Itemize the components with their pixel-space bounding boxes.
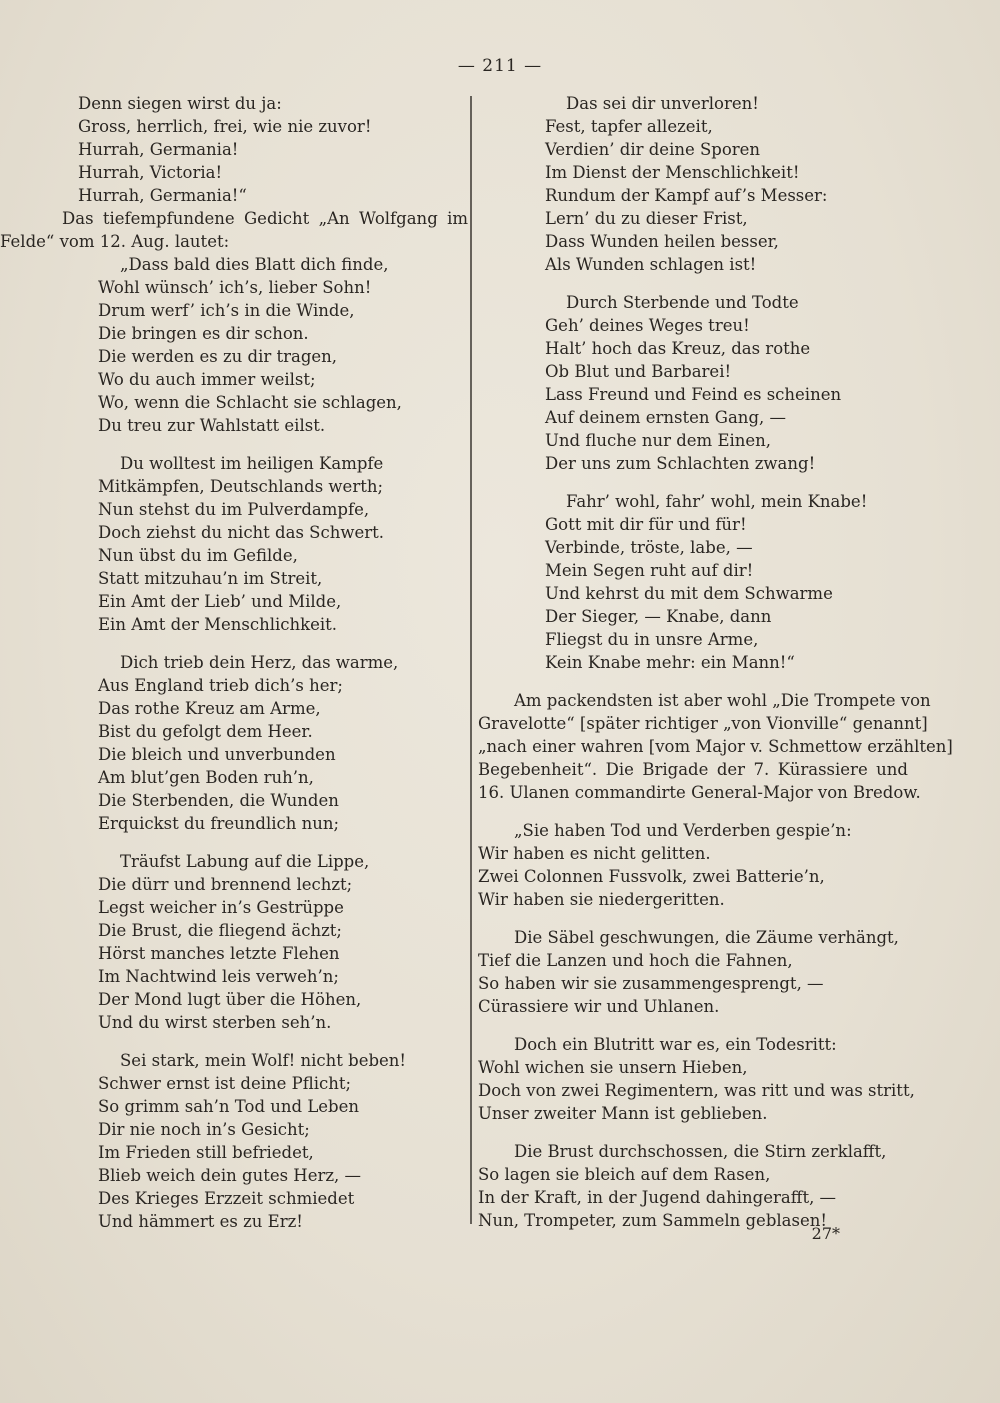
stanza-6 xyxy=(478,92,908,276)
verse-line: Du treu zur Wahlstatt eilst. xyxy=(98,416,326,435)
stanza-2 xyxy=(0,452,468,636)
prose-paragraph xyxy=(478,689,953,804)
prose-line: Das tiefempfundene Gedicht „An Wolfgang im xyxy=(62,209,468,228)
left-column xyxy=(0,92,468,1233)
verse-line: Im Frieden still befriedet, xyxy=(98,1143,314,1162)
verse-line: Lern’ du zu dieser Frist, xyxy=(545,209,748,228)
verse-line: Legst weicher in’s Gestrüppe xyxy=(98,898,344,917)
verse-line: Sei stark, mein Wolf! nicht beben! xyxy=(120,1051,407,1070)
verse-line: Der uns zum Schlachten zwang! xyxy=(545,454,816,473)
verse-line: Und fluche nur dem Einen, xyxy=(545,431,772,450)
prose-line: Am packendsten ist aber wohl „Die Trompete von xyxy=(514,691,931,710)
verse-line: Rundum der Kampf auf’s Messer: xyxy=(545,186,828,205)
verse-line: Der Sieger, — Knabe, dann xyxy=(545,607,772,626)
verse-line: Am blut’gen Boden ruh’n, xyxy=(98,768,314,787)
verse-line: Verdien’ dir deine Sporen xyxy=(545,140,761,159)
verse-line: Bist du gefolgt dem Heer. xyxy=(98,722,313,741)
verse-line: Geh’ deines Weges treu! xyxy=(545,316,750,335)
verse-line: Denn siegen wirst du ja: xyxy=(78,94,282,113)
verse-line: Die Sterbenden, die Wunden xyxy=(98,791,339,810)
verse-line: Im Dienst der Menschlichkeit! xyxy=(545,163,800,182)
verse-line: Fahr’ wohl, fahr’ wohl, mein Knabe! xyxy=(566,492,868,511)
verse-line: Das rothe Kreuz am Arme, xyxy=(98,699,321,718)
stanza-4 xyxy=(0,850,468,1034)
verse-line: Und du wirst sterben seh’n. xyxy=(98,1013,332,1032)
verse-line: Der Mond lugt über die Höhen, xyxy=(98,990,362,1009)
verse-line: Das sei dir unverloren! xyxy=(566,94,759,113)
verse-line: Die Brust, die fliegend ächzt; xyxy=(98,921,342,940)
verse-line: Doch von zwei Regimentern, was ritt und was stritt, xyxy=(478,1081,915,1100)
verse-line: Gross, herrlich, frei, wie nie zuvor! xyxy=(78,117,372,136)
stanza-3 xyxy=(0,651,468,835)
verse-line: Wir haben sie niedergeritten. xyxy=(478,890,725,909)
verse-line: Dass Wunden heilen besser, xyxy=(545,232,779,251)
verse-line: Und hämmert es zu Erz! xyxy=(98,1212,303,1231)
verse-line: Mein Segen ruht auf dir! xyxy=(545,561,754,580)
verse-line: Die Brust durchschossen, die Stirn zerklafft, xyxy=(514,1142,887,1161)
verse-line: Unser zweiter Mann ist geblieben. xyxy=(478,1104,768,1123)
verse-line: Hurrah, Victoria! xyxy=(78,163,223,182)
verse-line: Ein Amt der Menschlichkeit. xyxy=(98,615,338,634)
verse-line: „Dass bald dies Blatt dich finde, xyxy=(120,255,389,274)
verse-line: Wo du auch immer weilst; xyxy=(98,370,316,389)
verse-line: „Sie haben Tod und Verderben gespie’n: xyxy=(514,821,852,840)
verse-line: Ein Amt der Lieb’ und Milde, xyxy=(98,592,342,611)
verse-line: Doch ein Blutritt war es, ein Todesritt: xyxy=(514,1035,837,1054)
verse-line: Statt mitzuhau’n im Streit, xyxy=(98,569,323,588)
verse-line: Wohl wichen sie unsern Hieben, xyxy=(478,1058,748,1077)
signature-mark: 27* xyxy=(811,1224,840,1243)
poem2-stanza-2 xyxy=(478,926,908,1018)
verse-line: In der Kraft, in der Jugend dahingerafft, — xyxy=(478,1188,837,1207)
prose-line: 16. Ulanen commandirte General-Major von Bredow. xyxy=(478,783,921,802)
prose-line: „nach einer wahren [vom Major v. Schmettow erzählten] xyxy=(478,737,953,756)
verse-line: Wo, wenn die Schlacht sie schlagen, xyxy=(98,393,402,412)
verse-line: Dir nie noch in’s Gesicht; xyxy=(98,1120,310,1139)
verse-line: Mitkämpfen, Deutschlands werth; xyxy=(98,477,384,496)
prose-line: Begebenheit“. Die Brigade der 7. Kürassiere und xyxy=(478,760,908,779)
stanza-5 xyxy=(0,1049,468,1233)
verse-line: Aus England trieb dich’s her; xyxy=(98,676,343,695)
verse-line: Und kehrst du mit dem Schwarme xyxy=(545,584,833,603)
verse-line: Blieb weich dein gutes Herz, — xyxy=(98,1166,362,1185)
verse-line: Ob Blut und Barbarei! xyxy=(545,362,732,381)
poem2-stanza-3 xyxy=(478,1033,915,1125)
verse-line: Die Säbel geschwungen, die Zäume verhängt, xyxy=(514,928,899,947)
verse-line: Wir haben es nicht gelitten. xyxy=(478,844,711,863)
verse-line: Doch ziehst du nicht das Schwert. xyxy=(98,523,384,542)
verse-line: Des Krieges Erzzeit schmiedet xyxy=(98,1189,355,1208)
verse-line: Die bleich und unverbunden xyxy=(98,745,336,764)
verse-line: Schwer ernst ist deine Pflicht; xyxy=(98,1074,352,1093)
verse-line: Dich trieb dein Herz, das warme, xyxy=(120,653,399,672)
verse-line: Verbinde, tröste, labe, — xyxy=(545,538,753,557)
verse-line: Fliegst du in unsre Arme, xyxy=(545,630,759,649)
page-number: — 211 — xyxy=(457,56,543,76)
verse-line: Die bringen es dir schon. xyxy=(98,324,309,343)
verse-line: Nun, Trompeter, zum Sammeln geblasen! xyxy=(478,1211,827,1230)
verse-line: Im Nachtwind leis verweh’n; xyxy=(98,967,339,986)
verse-line: Tief die Lanzen und hoch die Fahnen, xyxy=(478,951,793,970)
verse-line: Hörst manches letzte Flehen xyxy=(98,944,340,963)
prose-line: Felde“ vom 12. Aug. lautet: xyxy=(0,232,230,251)
intro-paragraph xyxy=(0,207,468,253)
verse-line: Hurrah, Germania! xyxy=(78,140,239,159)
verse-line: Gott mit dir für und für! xyxy=(545,515,747,534)
verse-line: Wohl wünsch’ ich’s, lieber Sohn! xyxy=(98,278,372,297)
stanza-8 xyxy=(478,490,908,674)
verse-line: So grimm sah’n Tod und Leben xyxy=(98,1097,359,1116)
verse-line: Zwei Colonnen Fussvolk, zwei Batterie’n, xyxy=(478,867,825,886)
verse-line: Träufst Labung auf die Lippe, xyxy=(120,852,370,871)
verse-line: Cürassiere wir und Uhlanen. xyxy=(478,997,720,1016)
poem2-stanza-1 xyxy=(478,819,908,911)
verse-line: Halt’ hoch das Kreuz, das rothe xyxy=(545,339,811,358)
verse-block-1 xyxy=(0,92,468,207)
verse-line: Als Wunden schlagen ist! xyxy=(545,255,757,274)
verse-line: Durch Sterbende und Todte xyxy=(566,293,799,312)
verse-line: Lass Freund und Feind es scheinen xyxy=(545,385,842,404)
verse-line: Kein Knabe mehr: ein Mann!“ xyxy=(545,653,795,672)
stanza-7 xyxy=(478,291,908,475)
verse-line: So lagen sie bleich auf dem Rasen, xyxy=(478,1165,771,1184)
verse-line: Die werden es zu dir tragen, xyxy=(98,347,338,366)
verse-line: So haben wir sie zusammengesprengt, — xyxy=(478,974,824,993)
prose-line: Gravelotte“ [später richtiger „von Vionville“ genannt] xyxy=(478,714,928,733)
stanza-1 xyxy=(0,253,468,437)
verse-line: Du wolltest im heiligen Kampfe xyxy=(120,454,384,473)
verse-line: Hurrah, Germania!“ xyxy=(78,186,247,205)
verse-line: Drum werf’ ich’s in die Winde, xyxy=(98,301,355,320)
verse-line: Fest, tapfer allezeit, xyxy=(545,117,713,136)
right-column xyxy=(478,92,953,1232)
verse-line: Erquickst du freundlich nun; xyxy=(98,814,340,833)
verse-line: Auf deinem ernsten Gang, — xyxy=(545,408,786,427)
poem2-stanza-4 xyxy=(478,1140,908,1232)
verse-line: Nun stehst du im Pulverdampfe, xyxy=(98,500,370,519)
verse-line: Die dürr und brennend lechzt; xyxy=(98,875,353,894)
verse-line: Nun übst du im Gefilde, xyxy=(98,546,298,565)
column-divider xyxy=(470,96,472,1224)
